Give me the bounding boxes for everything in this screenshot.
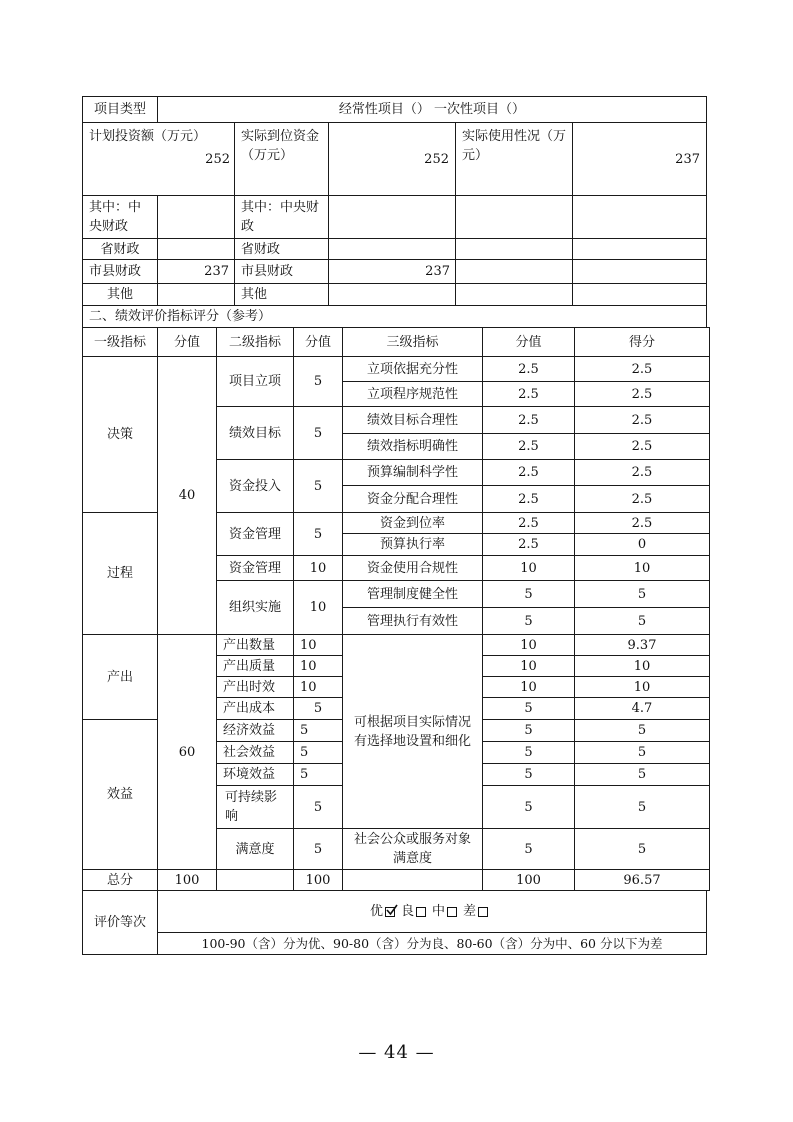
score-60: 60 — [157, 634, 217, 870]
rating-good-label: 良 — [400, 904, 414, 919]
province-finance-left-label: 省财政 — [82, 238, 158, 260]
level2-name: 可持续影响 — [216, 785, 294, 829]
header-level2: 二级指标 — [216, 327, 294, 357]
level3-got: 2.5 — [574, 485, 710, 513]
province-finance-left-value — [157, 238, 235, 260]
rating-excellent-checkbox[interactable] — [385, 907, 395, 917]
page-number: — 44 — — [358, 1042, 435, 1063]
level2-score: 5 — [293, 406, 343, 460]
level2-name: 产出质量 — [216, 655, 294, 677]
level2-name: 产出成本 — [216, 697, 294, 720]
empty-cell — [572, 283, 707, 306]
level3-got: 2.5 — [574, 512, 710, 534]
level2-name: 产出数量 — [216, 634, 294, 656]
output-score: 5 — [482, 719, 575, 742]
level2-score: 10 — [293, 580, 343, 635]
header-got: 得分 — [574, 327, 710, 357]
output-score: 5 — [482, 763, 575, 786]
level1-decision: 决策 — [82, 356, 158, 513]
level2-name: 项目立项 — [216, 356, 294, 407]
rating-mid-label: 中 — [432, 904, 446, 919]
level3-got: 2.5 — [574, 356, 710, 382]
level3-got: 5 — [574, 607, 710, 635]
province-finance-right-label: 省财政 — [234, 238, 329, 260]
total-label: 总分 — [82, 869, 158, 891]
level3-got: 5 — [574, 580, 710, 608]
actual-funds-label: 实际到位资金（万元） — [234, 122, 329, 196]
level3-name: 资金使用合规性 — [342, 555, 483, 581]
output-score: 10 — [482, 676, 575, 698]
province-finance-right-value — [328, 238, 456, 260]
rating-mid-checkbox[interactable] — [447, 907, 457, 917]
level2-name: 满意度 — [216, 828, 294, 870]
output-got: 4.7 — [574, 697, 710, 720]
empty-cell — [572, 238, 707, 260]
county-finance-right-label: 市县财政 — [234, 259, 329, 284]
level3-score: 5 — [482, 580, 575, 608]
level2-name: 资金管理 — [216, 555, 294, 581]
empty-cell — [455, 238, 573, 260]
level2-score: 5 — [293, 697, 343, 720]
level2-score: 10 — [293, 676, 343, 698]
level2-name: 资金管理 — [216, 512, 294, 556]
level2-score: 10 — [293, 555, 343, 581]
satisfaction-name: 社会公众或服务对象满意度 — [342, 828, 483, 870]
total-got: 96.57 — [574, 869, 710, 891]
other-left-label: 其他 — [82, 283, 158, 306]
output-got: 5 — [574, 741, 710, 764]
output-got: 9.37 — [574, 634, 710, 656]
county-finance-left-value: 237 — [157, 259, 235, 284]
level3-name: 预算执行率 — [342, 533, 483, 556]
level3-score: 2.5 — [482, 459, 575, 486]
level3-score: 2.5 — [482, 381, 575, 407]
level2-name: 资金投入 — [216, 459, 294, 513]
planned-investment-label: 计划投资额（万元） — [82, 122, 235, 196]
level1-benefit: 效益 — [82, 719, 158, 870]
level3-merged-note: 可根据项目实际情况有选择地设置和细化 — [342, 634, 483, 829]
level2-score: 5 — [293, 459, 343, 513]
empty-cell — [455, 195, 573, 239]
level2-score: 5 — [293, 785, 343, 829]
level3-got: 0 — [574, 533, 710, 556]
level1-output: 产出 — [82, 634, 158, 720]
level3-name: 资金分配合理性 — [342, 485, 483, 513]
level3-score: 2.5 — [482, 433, 575, 460]
level3-got: 2.5 — [574, 406, 710, 434]
checkmark-icon — [385, 903, 399, 917]
rating-good-checkbox[interactable] — [416, 907, 426, 917]
level3-score: 5 — [482, 607, 575, 635]
satisfaction-got: 5 — [574, 828, 710, 870]
level3-score: 10 — [482, 555, 575, 581]
level2-score: 10 — [293, 655, 343, 677]
project-type-value: 经常性项目（） 一次性项目（） — [157, 96, 707, 123]
planned-investment-value: 252 — [205, 152, 230, 167]
empty-cell — [342, 869, 483, 891]
level2-name: 经济效益 — [216, 719, 294, 742]
central-finance-right-value — [328, 195, 456, 239]
output-got: 10 — [574, 676, 710, 698]
county-finance-right-value: 237 — [328, 259, 456, 284]
rating-options — [157, 890, 707, 933]
header-score3: 分值 — [482, 327, 575, 357]
level3-score: 2.5 — [482, 512, 575, 534]
used-funds-value: 237 — [572, 122, 707, 196]
output-score: 5 — [482, 697, 575, 720]
level3-name: 绩效指标明确性 — [342, 433, 483, 460]
total-score1: 100 — [157, 869, 217, 891]
level1-process: 过程 — [82, 512, 158, 635]
level3-got: 2.5 — [574, 433, 710, 460]
output-score: 5 — [482, 785, 575, 829]
other-right-value — [328, 283, 456, 306]
level2-name: 环境效益 — [216, 763, 294, 786]
level3-score: 2.5 — [482, 406, 575, 434]
level2-score: 10 — [293, 634, 343, 656]
header-score1: 分值 — [157, 327, 217, 357]
level2-score: 5 — [293, 828, 343, 870]
empty-cell — [572, 259, 707, 284]
rating-excellent-label: 优 — [369, 904, 383, 919]
level3-name: 管理制度健全性 — [342, 580, 483, 608]
header-level1: 一级指标 — [82, 327, 158, 357]
level2-score: 5 — [293, 741, 343, 764]
level3-score: 2.5 — [482, 356, 575, 382]
output-score: 5 — [482, 741, 575, 764]
level3-name: 资金到位率 — [342, 512, 483, 534]
level3-got: 2.5 — [574, 459, 710, 486]
actual-funds-value: 252 — [328, 122, 456, 196]
level2-name: 社会效益 — [216, 741, 294, 764]
empty-cell — [572, 195, 707, 239]
output-score: 10 — [482, 634, 575, 656]
section-title: 二、绩效评价指标评分（参考） — [82, 305, 707, 328]
level2-name: 绩效目标 — [216, 406, 294, 460]
score-40: 40 — [157, 356, 217, 635]
header-level3: 三级指标 — [342, 327, 483, 357]
other-left-value — [157, 283, 235, 306]
level3-score: 2.5 — [482, 485, 575, 513]
other-right-label: 其他 — [234, 283, 329, 306]
level2-score: 5 — [293, 512, 343, 556]
empty-cell — [455, 283, 573, 306]
central-finance-left-label: 其中：中央财政 — [82, 195, 158, 239]
level2-name: 组织实施 — [216, 580, 294, 635]
level3-name: 管理执行有效性 — [342, 607, 483, 635]
level3-name: 绩效目标合理性 — [342, 406, 483, 434]
level3-got: 10 — [574, 555, 710, 581]
output-score: 10 — [482, 655, 575, 677]
empty-cell — [455, 259, 573, 284]
central-finance-left-value — [157, 195, 235, 239]
level2-score: 5 — [293, 356, 343, 407]
level3-score: 2.5 — [482, 533, 575, 556]
output-got: 5 — [574, 763, 710, 786]
county-finance-left-label: 市县财政 — [82, 259, 158, 284]
output-got: 5 — [574, 785, 710, 829]
header-score2: 分值 — [293, 327, 343, 357]
total-score2: 100 — [293, 869, 343, 891]
output-got: 10 — [574, 655, 710, 677]
level3-got: 2.5 — [574, 381, 710, 407]
central-finance-right-label: 其中：中央财政 — [234, 195, 329, 239]
rating-poor-label: 差 — [463, 904, 477, 919]
output-got: 5 — [574, 719, 710, 742]
level3-name: 预算编制科学性 — [342, 459, 483, 486]
level2-score: 5 — [293, 719, 343, 742]
rating-poor-checkbox[interactable] — [478, 907, 488, 917]
level2-score: 5 — [293, 763, 343, 786]
empty-cell — [216, 869, 294, 891]
level2-name: 产出时效 — [216, 676, 294, 698]
satisfaction-score: 5 — [482, 828, 575, 870]
rating-note: 100-90（含）分为优、90-80（含）分为良、80-60（含）分为中、60 分以下为差 — [157, 932, 707, 955]
level3-name: 立项程序规范性 — [342, 381, 483, 407]
project-type-label: 项目类型 — [82, 96, 158, 123]
total-score3: 100 — [482, 869, 575, 891]
level3-name: 立项依据充分性 — [342, 356, 483, 382]
used-funds-label: 实际使用性况（万元） — [455, 122, 573, 196]
rating-label: 评价等次 — [82, 890, 158, 955]
